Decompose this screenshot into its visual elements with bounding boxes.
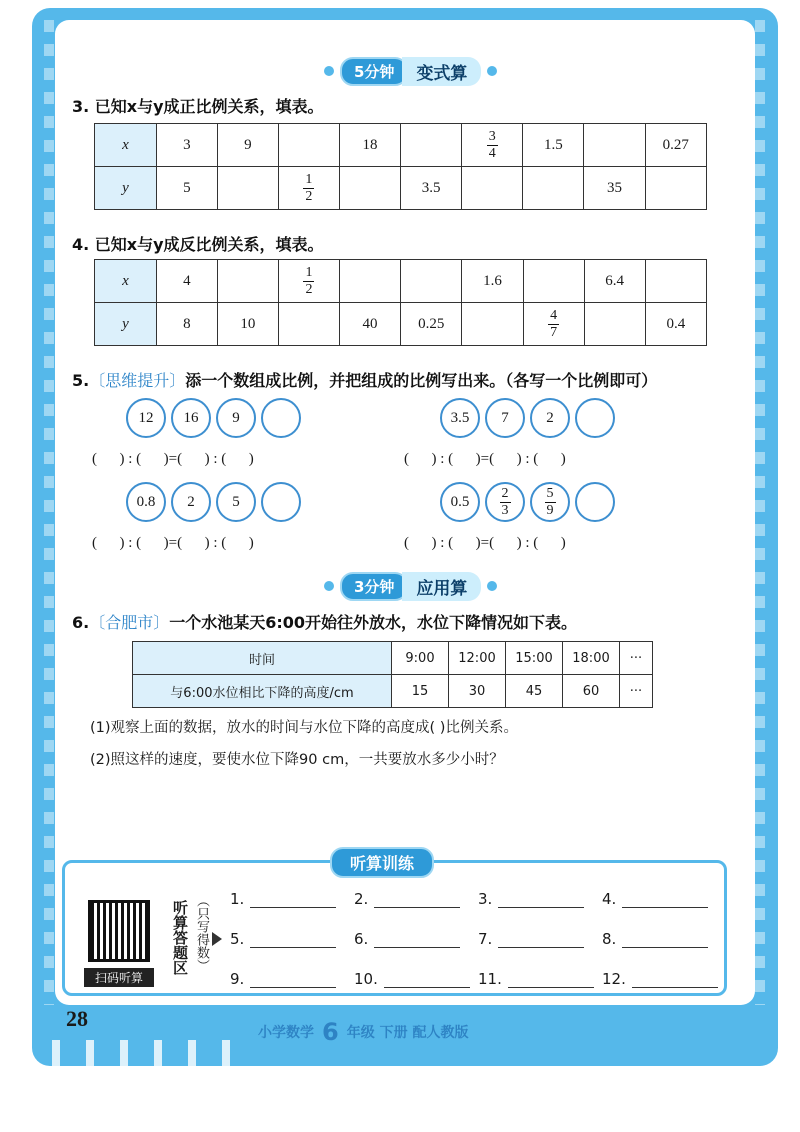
answer-blank[interactable] xyxy=(374,933,460,948)
table-cell: 9 xyxy=(217,124,278,167)
table-row xyxy=(133,642,653,675)
answer-number: 7. xyxy=(478,930,493,948)
row-header: x xyxy=(95,124,157,167)
answer-item xyxy=(230,970,336,988)
table-cell xyxy=(278,303,339,346)
q3-prompt: 3. 已知x与y成正比例关系，填表。 xyxy=(72,97,324,116)
answer-number: 6. xyxy=(354,930,369,948)
number-circle[interactable] xyxy=(261,398,301,438)
table-cell: 6.4 xyxy=(584,260,645,303)
table-cell: 18:00 xyxy=(563,642,620,675)
fraction: $\frac{1}{2}$ xyxy=(305,172,313,204)
table-cell: 时间 xyxy=(133,642,392,675)
table-row xyxy=(95,303,707,346)
table-cell: 3.5 xyxy=(401,167,462,210)
table-cell: 8 xyxy=(156,303,217,346)
answer-item xyxy=(354,890,460,908)
table-cell xyxy=(584,303,645,346)
section-title: 变式算 xyxy=(402,57,481,86)
answer-blank[interactable] xyxy=(250,973,336,988)
listen-title: 听算训练 xyxy=(330,847,434,878)
q4-prompt: 4. 已知x与y成反比例关系，填表。 xyxy=(72,235,324,254)
q5-blank-4: ( ) : ( )=( ) : ( ) xyxy=(404,535,566,551)
q5-prompt: 添一个数组成比例，并把组成的比例写出来。（各写一个比例即可） xyxy=(185,371,658,390)
table-cell xyxy=(217,167,278,210)
table-cell xyxy=(645,260,706,303)
table-cell xyxy=(278,260,339,303)
fraction: $\frac{3}{4}$ xyxy=(488,129,496,161)
answer-number: 10. xyxy=(354,970,378,988)
table-cell: 与6:00水位相比下降的高度/cm xyxy=(133,675,392,708)
section-banner-2 xyxy=(318,573,503,599)
qr-code[interactable] xyxy=(88,900,150,962)
table-row xyxy=(95,124,707,167)
table-cell xyxy=(217,260,278,303)
number-circle: 9 xyxy=(216,398,256,438)
answer-blank[interactable] xyxy=(250,933,336,948)
number-circle[interactable] xyxy=(575,398,615,438)
q6-prompt: 一个水池某天6:00开始往外放水，水位下降情况如下表。 xyxy=(169,613,578,632)
q6-number: 6. xyxy=(72,613,90,632)
table-cell: 18 xyxy=(339,124,400,167)
number-circle: 16 xyxy=(171,398,211,438)
q4-table xyxy=(94,259,707,346)
fraction: $\frac{2}{3}$ xyxy=(501,485,509,518)
answer-number: 12. xyxy=(602,970,626,988)
answer-number: 2. xyxy=(354,890,369,908)
answer-blank[interactable] xyxy=(374,893,460,908)
answer-area-note: （只写得数） xyxy=(194,894,209,972)
answer-blank[interactable] xyxy=(508,973,594,988)
q6-table xyxy=(132,641,653,708)
table-cell xyxy=(278,124,339,167)
footer-book-title xyxy=(258,1018,468,1046)
play-arrow-icon xyxy=(212,932,222,946)
row-header: y xyxy=(95,167,157,210)
ruler-mark xyxy=(154,1040,162,1066)
answer-item xyxy=(478,890,584,908)
ruler-mark xyxy=(188,1040,196,1066)
q5-blank-2: ( ) : ( )=( ) : ( ) xyxy=(404,451,566,467)
row-header: x xyxy=(95,260,157,303)
table-cell: 4 xyxy=(156,260,217,303)
answer-blank[interactable] xyxy=(632,973,718,988)
answer-number: 11. xyxy=(478,970,502,988)
table-row xyxy=(95,260,707,303)
number-circle: 7 xyxy=(485,398,525,438)
table-cell: 1.5 xyxy=(523,124,584,167)
page-number: 28 xyxy=(66,1006,88,1031)
table-cell: 10 xyxy=(217,303,278,346)
table-cell: 45 xyxy=(506,675,563,708)
table-cell: 0.25 xyxy=(401,303,462,346)
wave-border-right xyxy=(755,20,765,1005)
table-cell: 3 xyxy=(156,124,217,167)
table-cell: 0.4 xyxy=(645,303,706,346)
row-header: y xyxy=(95,303,157,346)
answer-number: 4. xyxy=(602,890,617,908)
section-banner-1 xyxy=(318,58,503,84)
ruler-mark xyxy=(222,1040,230,1066)
number-circle: 0.5 xyxy=(440,482,480,522)
table-cell xyxy=(645,167,706,210)
number-circle: 2 xyxy=(530,398,570,438)
number-circle: 3.5 xyxy=(440,398,480,438)
table-cell: ··· xyxy=(620,642,653,675)
listen-banner xyxy=(330,849,434,875)
table-cell: 9:00 xyxy=(392,642,449,675)
fraction: $\frac{4}{7}$ xyxy=(550,308,558,340)
answer-blank[interactable] xyxy=(622,893,708,908)
dot-icon xyxy=(324,581,334,591)
number-circle: 12 xyxy=(126,398,166,438)
table-cell: 15 xyxy=(392,675,449,708)
table-cell xyxy=(401,260,462,303)
ruler-mark xyxy=(120,1040,128,1066)
table-cell: 40 xyxy=(339,303,400,346)
table-cell xyxy=(523,260,584,303)
table-cell: 35 xyxy=(584,167,645,210)
section-title: 应用算 xyxy=(402,572,481,601)
dot-icon xyxy=(487,581,497,591)
q5-blank-3: ( ) : ( )=( ) : ( ) xyxy=(92,535,254,551)
footer-grade: 6 xyxy=(322,1018,339,1046)
number-circle xyxy=(485,482,525,522)
number-circle xyxy=(530,482,570,522)
q6-sub2: (2)照这样的速度，要使水位下降90 cm，一共要放水多少小时？ xyxy=(90,752,504,768)
answer-item xyxy=(230,890,336,908)
q5-header xyxy=(72,368,657,391)
table-cell xyxy=(462,167,523,210)
table-cell: 15:00 xyxy=(506,642,563,675)
q5-tag: 〔思维提升〕 xyxy=(89,371,186,390)
time-pill: 5分钟 xyxy=(340,57,408,86)
answer-item xyxy=(354,930,460,948)
answer-item xyxy=(602,970,718,988)
q5-number: 5. xyxy=(72,371,90,390)
number-circle[interactable] xyxy=(261,482,301,522)
answer-number: 8. xyxy=(602,930,617,948)
answer-item xyxy=(354,970,470,988)
dot-icon xyxy=(324,66,334,76)
table-cell: 1.6 xyxy=(462,260,523,303)
answer-blank[interactable] xyxy=(250,893,336,908)
time-pill: 3分钟 xyxy=(340,572,408,601)
table-cell xyxy=(462,303,523,346)
answer-blank[interactable] xyxy=(384,973,470,988)
table-cell xyxy=(401,124,462,167)
answer-item xyxy=(602,930,708,948)
dot-icon xyxy=(487,66,497,76)
answer-item xyxy=(478,970,594,988)
answer-item xyxy=(230,930,336,948)
number-circle: 0.8 xyxy=(126,482,166,522)
table-cell: 0.27 xyxy=(645,124,706,167)
ruler-mark xyxy=(86,1040,94,1066)
number-circle: 2 xyxy=(171,482,211,522)
wave-border-left xyxy=(44,20,54,1005)
answer-number: 5. xyxy=(230,930,245,948)
table-cell: 60 xyxy=(563,675,620,708)
table-row xyxy=(95,167,707,210)
footer-subject: 小学数学 xyxy=(258,1025,314,1041)
q6-header xyxy=(72,610,577,633)
answer-number: 3. xyxy=(478,890,493,908)
q6-tag: 〔合肥市〕 xyxy=(89,613,170,632)
table-row xyxy=(133,675,653,708)
answer-number: 9. xyxy=(230,970,245,988)
fraction: $\frac{5}{9}$ xyxy=(546,485,554,518)
answer-item xyxy=(602,890,708,908)
qr-label: 扫码听算 xyxy=(84,968,154,987)
table-cell xyxy=(278,167,339,210)
answer-item xyxy=(478,930,584,948)
table-cell xyxy=(462,124,523,167)
table-cell xyxy=(339,167,400,210)
footer-edition: 年级 下册 配人教版 xyxy=(346,1025,469,1041)
answer-blank[interactable] xyxy=(622,933,708,948)
table-cell xyxy=(339,260,400,303)
fraction: $\frac{1}{2}$ xyxy=(305,265,313,297)
q3-table xyxy=(94,123,707,210)
q6-sub1: (1)观察上面的数据，放水的时间与水位下降的高度成( )比例关系。 xyxy=(90,720,518,736)
table-cell: ··· xyxy=(620,675,653,708)
number-circle: 5 xyxy=(216,482,256,522)
ruler-mark xyxy=(52,1040,60,1066)
answer-area-label: 听算答题区 xyxy=(171,900,189,975)
table-cell: 30 xyxy=(449,675,506,708)
table-cell xyxy=(584,124,645,167)
table-cell: 5 xyxy=(156,167,217,210)
answer-number: 1. xyxy=(230,890,245,908)
table-cell: 12:00 xyxy=(449,642,506,675)
table-cell xyxy=(523,167,584,210)
table-cell xyxy=(523,303,584,346)
q5-blank-1: ( ) : ( )=( ) : ( ) xyxy=(92,451,254,467)
answer-blank[interactable] xyxy=(498,933,584,948)
number-circle[interactable] xyxy=(575,482,615,522)
answer-blank[interactable] xyxy=(498,893,584,908)
